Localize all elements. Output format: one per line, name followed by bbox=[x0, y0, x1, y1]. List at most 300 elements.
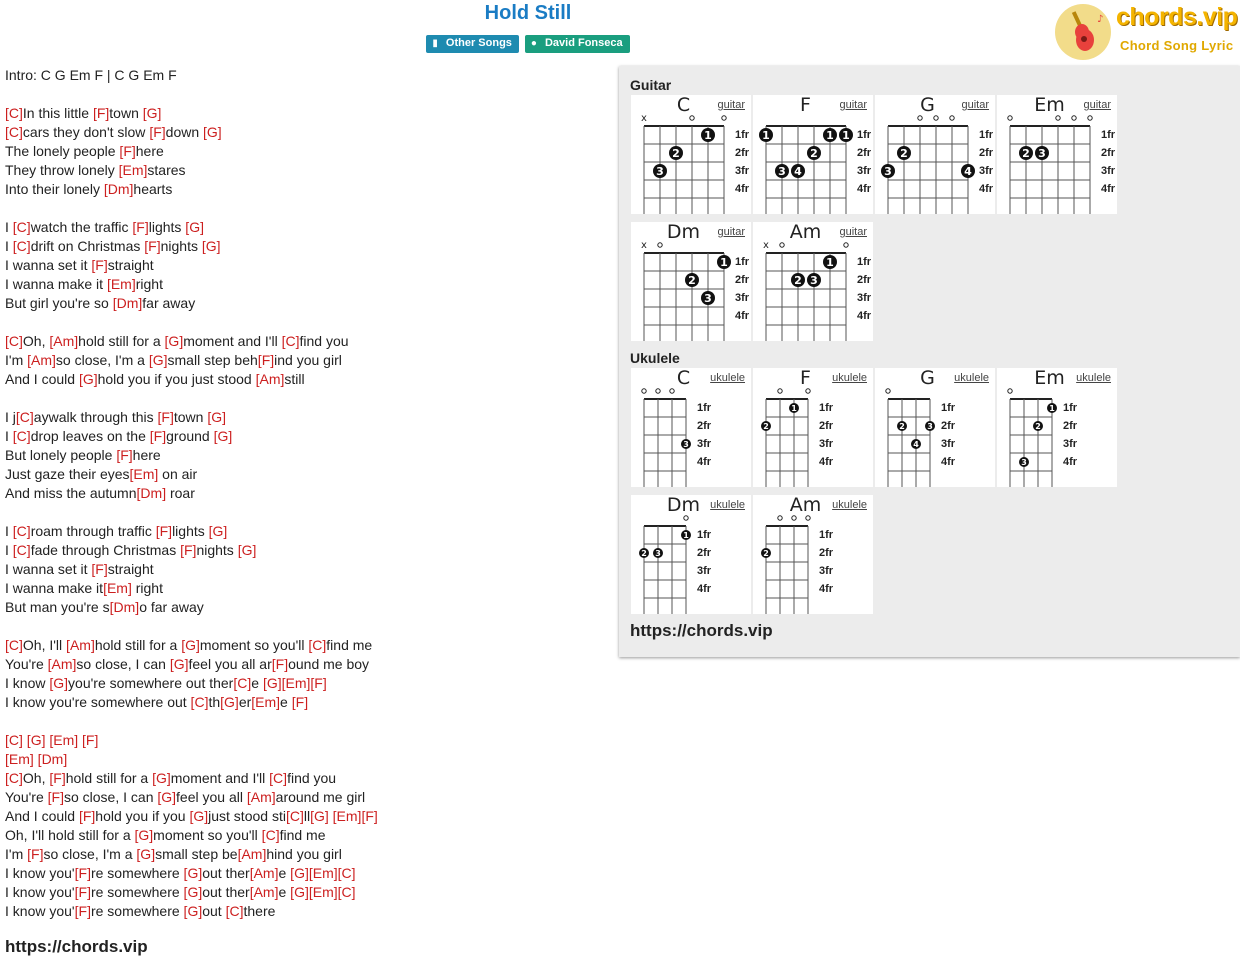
chord-name: Dm bbox=[666, 494, 701, 516]
fret-number-label: 1fr bbox=[697, 529, 712, 541]
chord-link[interactable]: [G] bbox=[157, 789, 177, 805]
chord-link[interactable]: [F] bbox=[82, 732, 99, 748]
chord-name: C bbox=[676, 367, 691, 389]
chord-link[interactable]: [G] bbox=[164, 333, 184, 349]
lyric-text: stares bbox=[147, 162, 186, 178]
chord-link[interactable]: [G] bbox=[290, 884, 309, 900]
open-string-marker bbox=[806, 516, 810, 520]
chord-link[interactable]: [G] bbox=[134, 827, 154, 843]
chord-name: Em bbox=[1034, 367, 1065, 389]
finger-number: 2 bbox=[688, 274, 696, 287]
lyric-line bbox=[5, 408, 378, 427]
lyric-text: e bbox=[278, 865, 291, 881]
lyric-text: find you bbox=[287, 770, 337, 786]
open-string-marker bbox=[780, 243, 784, 247]
chord-link[interactable]: [F] bbox=[271, 656, 289, 672]
finger-number: 1 bbox=[1049, 404, 1055, 413]
instrument-link[interactable]: ukulele bbox=[1076, 372, 1111, 384]
lyric-text: Into their lonely bbox=[5, 181, 104, 197]
lyric-text: hold still for a bbox=[65, 770, 153, 786]
chord-link[interactable]: [Em] bbox=[251, 694, 281, 710]
lyric-text: I wanna set it bbox=[5, 257, 92, 273]
finger-number: 3 bbox=[1038, 147, 1046, 160]
tag-artist[interactable] bbox=[525, 35, 630, 53]
chord-link[interactable]: [C] bbox=[281, 333, 300, 349]
lyric-text: I know bbox=[5, 675, 50, 691]
chord-link[interactable]: [F] bbox=[74, 884, 91, 900]
chord-link[interactable]: [Am] bbox=[246, 789, 276, 805]
chord-link[interactable]: [F] bbox=[91, 561, 108, 577]
lyric-line bbox=[5, 389, 378, 408]
chord-link[interactable]: [G] bbox=[290, 865, 309, 881]
chord-link[interactable]: [C] bbox=[5, 105, 23, 121]
lyric-text: I bbox=[5, 428, 13, 444]
instrument-link[interactable]: ukulele bbox=[832, 372, 867, 384]
fret-number-label: 3fr bbox=[819, 438, 834, 450]
lyric-line bbox=[5, 465, 378, 484]
chord-link[interactable]: [F] bbox=[27, 846, 44, 862]
finger-number: 4 bbox=[964, 165, 972, 178]
page-title: Hold Still bbox=[484, 2, 572, 24]
lyric-text: th bbox=[208, 694, 221, 710]
chord-link[interactable]: [F] bbox=[180, 542, 197, 558]
instrument-link[interactable]: guitar bbox=[839, 226, 867, 238]
chord-link[interactable]: [F] bbox=[92, 105, 110, 121]
lyric-text: I know you' bbox=[5, 865, 75, 881]
lyric-text: I'm bbox=[5, 352, 28, 368]
fret-number-label: 4fr bbox=[819, 456, 834, 468]
lyric-text: re somewhere bbox=[90, 884, 184, 900]
lyric-text: I know you're somewhere out bbox=[5, 694, 191, 710]
chord-link[interactable]: [G] bbox=[237, 542, 257, 558]
lyric-line bbox=[5, 883, 378, 902]
lyric-line bbox=[5, 123, 378, 142]
chord-link[interactable]: [Em] bbox=[308, 865, 338, 881]
chord-link[interactable]: [G] bbox=[152, 770, 171, 786]
chord-link[interactable]: [G] bbox=[78, 371, 98, 387]
finger-number: 1 bbox=[842, 129, 850, 142]
chord-link[interactable]: [F] bbox=[149, 428, 167, 444]
chord-link[interactable]: [F] bbox=[257, 352, 275, 368]
fret-number-label: 3fr bbox=[697, 438, 712, 450]
fret-number-label: 3fr bbox=[1063, 438, 1078, 450]
panel-site-url[interactable]: https://chords.vip bbox=[630, 621, 773, 640]
fret-number-label: 3fr bbox=[1101, 165, 1116, 177]
chord-link[interactable]: [G] bbox=[183, 884, 203, 900]
chord-name: F bbox=[800, 94, 811, 116]
instrument-link[interactable]: ukulele bbox=[832, 499, 867, 511]
chord-link[interactable]: [C] bbox=[225, 903, 244, 919]
lyric-line bbox=[5, 446, 378, 465]
chord-link[interactable]: [C] bbox=[337, 884, 356, 900]
lyric-text: there bbox=[243, 903, 276, 919]
chord-link[interactable]: [Am] bbox=[49, 333, 79, 349]
lyric-text: ll bbox=[303, 808, 311, 824]
chord-link[interactable]: [C] bbox=[15, 409, 34, 425]
lyric-line bbox=[5, 66, 378, 85]
chord-link[interactable]: [Em] bbox=[103, 580, 132, 596]
chord-link[interactable]: [G] bbox=[49, 675, 69, 691]
lyric-text: er bbox=[238, 694, 252, 710]
lyric-text: re somewhere bbox=[90, 903, 184, 919]
chord-link[interactable]: [F] bbox=[149, 124, 166, 140]
finger-number: 3 bbox=[927, 422, 933, 431]
fret-number-label: 4fr bbox=[857, 183, 872, 195]
lyric-text: moment and I'll bbox=[170, 770, 270, 786]
chord-link[interactable]: [Dm] bbox=[112, 295, 143, 311]
chord-link[interactable]: [G] bbox=[183, 903, 203, 919]
chord-link[interactable]: [G] bbox=[262, 675, 282, 691]
lyric-line bbox=[5, 142, 378, 161]
chord-link[interactable]: [G] bbox=[189, 808, 209, 824]
chord-link[interactable]: [C] bbox=[337, 865, 356, 881]
chord-link[interactable]: [Em] bbox=[308, 884, 338, 900]
chord-link[interactable]: [C] bbox=[5, 124, 23, 140]
chord-name: F bbox=[800, 367, 811, 389]
open-string-marker bbox=[792, 516, 796, 520]
fret-number-label: 4fr bbox=[941, 456, 956, 468]
lyric-text: moment and I'll bbox=[183, 333, 282, 349]
chord-diagram-guitar-em[interactable] bbox=[997, 95, 1117, 214]
fret-number-label: 3fr bbox=[857, 292, 872, 304]
fret-number-label: 1fr bbox=[979, 129, 994, 141]
lyric-line bbox=[5, 199, 378, 218]
open-string-marker bbox=[1008, 116, 1012, 120]
fret-number-label: 3fr bbox=[735, 165, 750, 177]
chord-link[interactable]: [Am] bbox=[249, 865, 279, 881]
chord-link[interactable]: [G] bbox=[181, 637, 200, 653]
chord-link[interactable]: [C] bbox=[269, 770, 288, 786]
chord-diagram-ukulele-f[interactable] bbox=[753, 368, 873, 487]
tag-label: Other Songs bbox=[445, 37, 512, 49]
chord-link[interactable]: [C] bbox=[261, 827, 280, 843]
chord-link[interactable]: [F] bbox=[144, 238, 161, 254]
lyric-line bbox=[5, 85, 378, 104]
chord-link[interactable]: [C] bbox=[5, 333, 23, 349]
chord-link[interactable]: [F] bbox=[47, 789, 64, 805]
fret-number-label: 1fr bbox=[735, 256, 750, 268]
chord-link[interactable]: [F] bbox=[157, 409, 174, 425]
chord-link[interactable]: [G] bbox=[169, 656, 189, 672]
chord-link[interactable]: [Am] bbox=[255, 371, 285, 387]
chord-link[interactable]: [G] bbox=[136, 846, 156, 862]
lyric-line bbox=[5, 351, 378, 370]
lyric-text: small step beh bbox=[167, 352, 258, 368]
finger-number: 2 bbox=[810, 147, 818, 160]
chord-name: Dm bbox=[666, 221, 701, 243]
site-logo[interactable] bbox=[1054, 3, 1238, 61]
logo-text: chords.vip bbox=[1116, 3, 1238, 31]
lyric-text: hind you girl bbox=[266, 846, 342, 862]
lyric-line bbox=[5, 522, 378, 541]
chord-link[interactable]: [Em] bbox=[129, 466, 159, 482]
chord-link[interactable]: [C] bbox=[5, 637, 23, 653]
fret-number-label: 4fr bbox=[1063, 456, 1078, 468]
open-string-marker bbox=[684, 516, 688, 520]
lyric-text: roar bbox=[166, 485, 195, 501]
lyric-text: Oh, bbox=[22, 770, 50, 786]
finger-number: 1 bbox=[826, 256, 834, 269]
open-string-marker bbox=[642, 389, 646, 393]
muted-string-marker: x bbox=[641, 113, 647, 124]
lyric-text: find me bbox=[279, 827, 326, 843]
lyric-text: you're somewhere out ther bbox=[68, 675, 234, 691]
open-string-marker bbox=[778, 389, 782, 393]
chord-link[interactable]: [C] bbox=[12, 219, 31, 235]
open-string-marker bbox=[918, 116, 922, 120]
instrument-link[interactable]: guitar bbox=[961, 99, 989, 111]
lyric-line bbox=[5, 788, 378, 807]
chord-link[interactable]: [C] bbox=[308, 637, 327, 653]
chord-link[interactable]: [C] bbox=[285, 808, 304, 824]
fret-number-label: 2fr bbox=[819, 547, 834, 559]
open-string-marker bbox=[722, 116, 726, 120]
lyric-text: around me girl bbox=[275, 789, 366, 805]
chord-link[interactable]: [C] bbox=[12, 542, 31, 558]
finger-number: 2 bbox=[641, 549, 647, 558]
chord-name: G bbox=[920, 367, 935, 389]
lyric-text: roam through traffic bbox=[30, 523, 156, 539]
lyric-text: town bbox=[109, 105, 143, 121]
finger-number: 1 bbox=[720, 256, 728, 269]
chord-link[interactable]: [F] bbox=[361, 808, 378, 824]
chord-link[interactable]: [G] bbox=[148, 352, 168, 368]
lyric-text: I'm bbox=[5, 846, 28, 862]
chord-link[interactable]: [Em] bbox=[49, 732, 79, 748]
instrument-link[interactable]: ukulele bbox=[954, 372, 989, 384]
lyric-text: feel you all ar bbox=[188, 656, 272, 672]
fret-number-label: 4fr bbox=[697, 456, 712, 468]
fret-number-label: 4fr bbox=[735, 183, 750, 195]
chord-link[interactable]: [G] bbox=[310, 808, 329, 824]
open-string-marker bbox=[950, 116, 954, 120]
chord-link[interactable]: [C] bbox=[5, 770, 23, 786]
lyric-line bbox=[5, 560, 378, 579]
chord-diagram-ukulele-am[interactable] bbox=[753, 495, 873, 614]
chord-diagram-guitar-c[interactable] bbox=[631, 95, 751, 214]
lyrics-site-url[interactable]: https://chords.vip bbox=[5, 937, 148, 956]
instrument-link[interactable]: guitar bbox=[717, 226, 745, 238]
fret-number-label: 1fr bbox=[735, 129, 750, 141]
chord-diagram-guitar-g[interactable] bbox=[875, 95, 995, 214]
lyric-text: drop leaves on the bbox=[30, 428, 150, 444]
user-icon: ● bbox=[530, 38, 537, 49]
open-string-marker bbox=[670, 389, 674, 393]
open-string-marker bbox=[1008, 389, 1012, 393]
lyric-line bbox=[5, 864, 378, 883]
chord-link[interactable]: [F] bbox=[74, 865, 91, 881]
chord-diagram-guitar-dm[interactable] bbox=[631, 222, 751, 341]
fret-number-label: 3fr bbox=[979, 165, 994, 177]
lyric-text: watch the traffic bbox=[30, 219, 133, 235]
chord-link[interactable]: [Am] bbox=[237, 846, 267, 862]
chord-link[interactable]: [F] bbox=[116, 447, 133, 463]
instrument-link[interactable]: ukulele bbox=[710, 372, 745, 384]
fret-number-label: 4fr bbox=[735, 310, 750, 322]
lyric-text: moment so you'll bbox=[153, 827, 262, 843]
fret-number-label: 2fr bbox=[941, 420, 956, 432]
fret-number-label: 2fr bbox=[819, 420, 834, 432]
chord-link[interactable]: [G] bbox=[213, 428, 233, 444]
lyric-text: Just gaze their eyes bbox=[5, 466, 130, 482]
chord-link[interactable]: [F] bbox=[119, 143, 136, 159]
chord-link[interactable]: [Am] bbox=[27, 352, 56, 368]
chord-link[interactable]: [F] bbox=[155, 523, 173, 539]
chord-link[interactable]: [G] bbox=[183, 865, 203, 881]
chord-diagram-guitar-am[interactable] bbox=[753, 222, 873, 341]
lyric-text: far away bbox=[142, 295, 196, 311]
chord-link[interactable]: [Em] bbox=[106, 276, 136, 292]
lyric-text: Oh, I'll bbox=[22, 637, 67, 653]
chord-link[interactable]: [G] bbox=[142, 105, 162, 121]
open-string-marker bbox=[934, 116, 938, 120]
lyric-text: nights bbox=[160, 238, 202, 254]
chord-link[interactable]: [F] bbox=[91, 257, 108, 273]
lyric-line bbox=[5, 598, 378, 617]
chord-link[interactable]: [C] bbox=[12, 428, 31, 444]
fret-number-label: 2fr bbox=[857, 274, 872, 286]
fret-number-label: 2fr bbox=[1101, 147, 1116, 159]
instrument-link[interactable]: guitar bbox=[717, 99, 745, 111]
lyric-text: ind you girl bbox=[274, 352, 342, 368]
chord-link[interactable]: [C] bbox=[233, 675, 252, 691]
chord-diagram-ukulele-em[interactable] bbox=[997, 368, 1117, 487]
lyric-text: straight bbox=[107, 257, 154, 273]
lyric-line bbox=[5, 750, 378, 769]
chord-link[interactable]: [F] bbox=[78, 808, 96, 824]
fret-number-label: 2fr bbox=[979, 147, 994, 159]
finger-number: 2 bbox=[794, 274, 802, 287]
chord-diagram-ukulele-c[interactable] bbox=[631, 368, 751, 487]
lyric-text: Intro: C G Em F | C G Em F bbox=[5, 67, 177, 83]
chord-link[interactable]: [G] bbox=[203, 124, 222, 140]
finger-number: 4 bbox=[794, 165, 802, 178]
svg-text:♪: ♪ bbox=[1097, 14, 1104, 25]
lyric-text: You're bbox=[5, 656, 48, 672]
lyric-text: on air bbox=[158, 466, 198, 482]
chord-link[interactable]: [C] bbox=[5, 732, 23, 748]
chord-link[interactable]: [Dm] bbox=[37, 751, 68, 767]
finger-number: 2 bbox=[763, 422, 769, 431]
fret-number-label: 3fr bbox=[819, 565, 834, 577]
chord-link[interactable]: [G] bbox=[185, 219, 204, 235]
chord-link[interactable]: [Em] bbox=[5, 751, 34, 767]
finger-number: 3 bbox=[704, 292, 712, 305]
lyric-text: They throw lonely bbox=[5, 162, 119, 178]
chord-link[interactable]: [F] bbox=[310, 675, 327, 691]
chord-link[interactable]: [Dm] bbox=[103, 181, 134, 197]
chord-link[interactable]: [G] bbox=[207, 409, 227, 425]
chord-link[interactable]: [Dm] bbox=[136, 485, 167, 501]
chord-link[interactable]: [F] bbox=[74, 903, 91, 919]
fret-number-label: 1fr bbox=[1063, 402, 1078, 414]
chord-diagram-guitar-f[interactable] bbox=[753, 95, 873, 214]
chord-link[interactable]: [Am] bbox=[249, 884, 279, 900]
lyric-line bbox=[5, 370, 378, 389]
chord-link[interactable]: [C] bbox=[190, 694, 209, 710]
lyric-text: Oh, bbox=[22, 333, 50, 349]
lyric-text: out ther bbox=[202, 865, 250, 881]
tag-other-songs[interactable] bbox=[426, 35, 519, 53]
instrument-link[interactable]: ukulele bbox=[710, 499, 745, 511]
lyric-line bbox=[5, 655, 378, 674]
lyric-text: cars they don't slow bbox=[22, 124, 150, 140]
lyric-text: ound me boy bbox=[288, 656, 370, 672]
chord-link[interactable]: [Am] bbox=[47, 656, 77, 672]
chord-link[interactable]: [G] bbox=[26, 732, 46, 748]
lyric-line bbox=[5, 731, 378, 750]
chord-link[interactable]: [G] bbox=[208, 523, 228, 539]
tag-label: David Fonseca bbox=[544, 37, 623, 49]
lyric-line bbox=[5, 807, 378, 826]
instrument-link[interactable]: guitar bbox=[839, 99, 867, 111]
lyric-text: I wanna make it bbox=[5, 580, 104, 596]
chord-link[interactable]: [G] bbox=[201, 238, 221, 254]
chord-link[interactable]: [F] bbox=[132, 219, 149, 235]
lyric-text: right bbox=[135, 276, 163, 292]
logo-tagline: Chord Song Lyric bbox=[1120, 38, 1234, 53]
lyric-line bbox=[5, 579, 378, 598]
open-string-marker bbox=[658, 243, 662, 247]
finger-number: 2 bbox=[1022, 147, 1030, 160]
open-string-marker bbox=[656, 389, 660, 393]
lyric-text: so close, I can bbox=[63, 789, 158, 805]
lyric-text: o far away bbox=[139, 599, 204, 615]
lyric-text: hearts bbox=[133, 181, 173, 197]
fret-number-label: 2fr bbox=[735, 274, 750, 286]
chord-link[interactable]: [Am] bbox=[66, 637, 95, 653]
lyric-text: I know you' bbox=[5, 903, 75, 919]
lyric-text: But girl you're so bbox=[5, 295, 113, 311]
lyric-text: moment so you'll bbox=[199, 637, 309, 653]
chord-link[interactable]: [Em] bbox=[332, 808, 362, 824]
chord-link[interactable]: [F] bbox=[49, 770, 66, 786]
lyric-line bbox=[5, 180, 378, 199]
lyric-text: I know you' bbox=[5, 884, 75, 900]
lyric-text: e bbox=[280, 694, 292, 710]
open-string-marker bbox=[1056, 116, 1060, 120]
fret-number-label: 1fr bbox=[1101, 129, 1116, 141]
fret-number-label: 2fr bbox=[697, 420, 712, 432]
lyric-text: drift on Christmas bbox=[30, 238, 145, 254]
ukulele-logo-icon bbox=[1055, 4, 1111, 60]
chord-link[interactable]: [G] bbox=[220, 694, 239, 710]
chord-link[interactable]: [F] bbox=[291, 694, 309, 710]
chord-name: C bbox=[676, 94, 691, 116]
chord-diagram-ukulele-dm[interactable] bbox=[631, 495, 751, 614]
instrument-link[interactable]: guitar bbox=[1083, 99, 1111, 111]
lyric-text: out bbox=[202, 903, 226, 919]
lyric-text: Oh, I'll hold still for a bbox=[5, 827, 135, 843]
chord-link[interactable]: [Dm] bbox=[109, 599, 140, 615]
chord-link[interactable]: [C] bbox=[12, 523, 31, 539]
lyric-line bbox=[5, 104, 378, 123]
finger-number: 3 bbox=[810, 274, 818, 287]
finger-number: 3 bbox=[655, 549, 661, 558]
lyric-line bbox=[5, 674, 378, 693]
chord-link[interactable]: [C] bbox=[12, 238, 31, 254]
lyric-line bbox=[5, 237, 378, 256]
lyric-line bbox=[5, 332, 378, 351]
chord-diagram-ukulele-g[interactable] bbox=[875, 368, 995, 487]
lyric-text: straight bbox=[107, 561, 154, 577]
chord-link[interactable]: [Em] bbox=[281, 675, 311, 691]
lyric-text: town bbox=[173, 409, 208, 425]
chord-link[interactable]: [Em] bbox=[118, 162, 148, 178]
fret-number-label: 2fr bbox=[697, 547, 712, 559]
lyric-text: hold you if you just stood bbox=[97, 371, 256, 387]
fret-number-label: 2fr bbox=[857, 147, 872, 159]
